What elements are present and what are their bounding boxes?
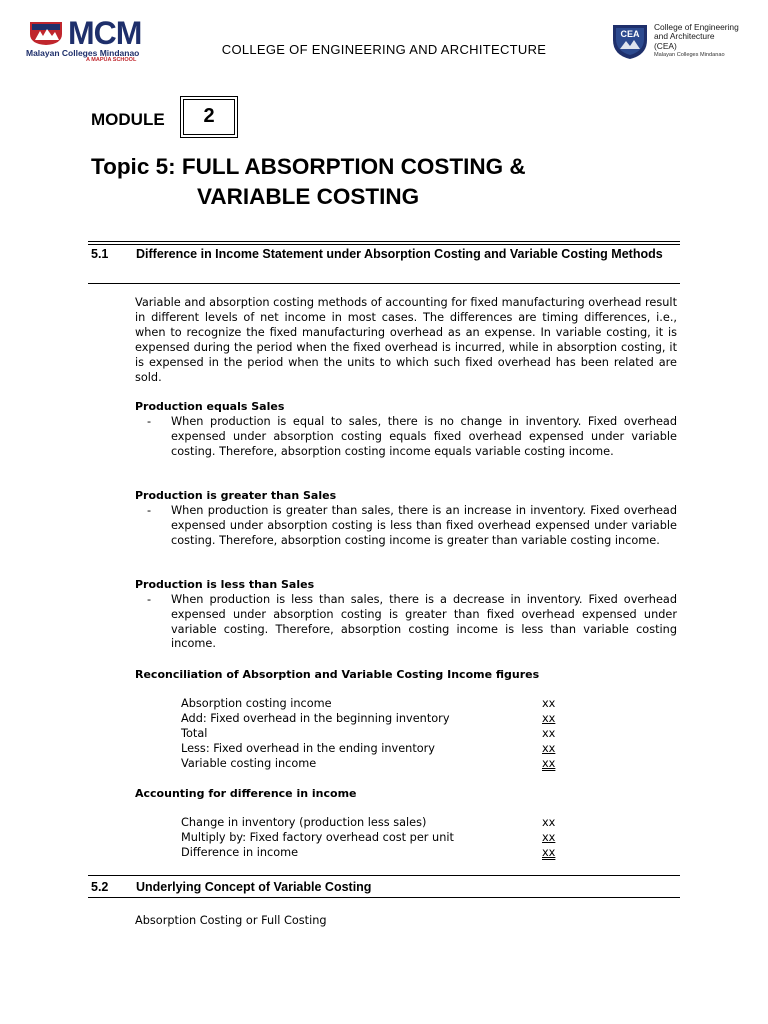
case-text-greater: When production is greater than sales, there is an increase in inventory. Fixed overhead expensed under absorption costing is less than fixed overhead expensed under variable costing. Therefore, absorption costing income is greater than variable costing income. — [171, 504, 677, 547]
section-5-2-title: Underlying Concept of Variable Costing — [136, 880, 372, 894]
topic-title-line-1: Topic 5: FULL ABSORPTION COSTING & — [91, 154, 526, 179]
cea-logo-text — [654, 23, 739, 59]
recon-row-value: xx — [542, 697, 556, 710]
cea-logo — [608, 22, 758, 66]
cea-line-4: Malayan Colleges Mindanao — [654, 52, 725, 59]
recon-row-value: xx — [542, 757, 556, 770]
mcm-wordmark: MCM — [68, 15, 142, 51]
recon-row-value: xx — [542, 742, 556, 755]
recon-row-label: Add: Fixed overhead in the beginning inventory — [181, 712, 450, 725]
mcm-tagline: A MAPÚA SCHOOL — [86, 57, 137, 63]
topic-title-line-2: VARIABLE COSTING — [197, 184, 420, 209]
section-5-1-top-rule — [88, 241, 680, 242]
case-heading-equal: Production equals Sales — [135, 400, 285, 413]
cea-badge-text: CEA — [620, 29, 640, 39]
section-5-1-number: 5.1 — [91, 247, 109, 261]
cea-line-2: and Architecture — [654, 31, 715, 42]
case-dash-equal: - — [147, 415, 152, 428]
recon-row-value: xx — [542, 727, 556, 740]
mcm-subtitle: Malayan Colleges Mindanao — [26, 48, 140, 58]
cea-line-1: College of Engineering — [654, 22, 739, 32]
recon-row-label: Absorption costing income — [181, 697, 332, 710]
case-dash-greater: - — [147, 504, 152, 517]
section-5-1-top-rule-2 — [88, 244, 680, 245]
recon-row-label: Variable costing income — [181, 757, 317, 770]
recon-row-label: Less: Fixed overhead in the ending inventory — [181, 742, 435, 755]
module-number: 2 — [203, 105, 215, 127]
cea-shield-icon — [610, 22, 650, 60]
section-5-2-bottom-rule — [88, 897, 680, 898]
difference-row-value: xx — [542, 831, 556, 844]
case-text-equal: When production is equal to sales, there is no change in inventory. Fixed overhead expensed under absorption costing equals fixed overhead expensed under variable costing. Therefore, absorption costing income equals variable costing income. — [171, 415, 677, 458]
section-5-1-title: Difference in Income Statement under Absorption Costing and Variable Costing Methods — [136, 247, 663, 261]
case-dash-less: - — [147, 593, 152, 606]
module-number-box — [180, 96, 238, 138]
difference-row-value: xx — [542, 846, 556, 859]
section-5-2-number: 5.2 — [91, 880, 109, 894]
section-5-2-subtext: Absorption Costing or Full Costing — [135, 914, 327, 927]
cea-line-3: (CEA) — [654, 40, 677, 51]
difference-row-label: Change in inventory (production less sales) — [181, 816, 427, 829]
section-5-1-bottom-rule — [88, 283, 680, 284]
difference-row-label: Multiply by: Fixed factory overhead cost per unit — [181, 831, 454, 844]
reconciliation-heading: Reconciliation of Absorption and Variable Costing Income figures — [135, 668, 540, 681]
recon-row-label: Total — [181, 727, 208, 740]
case-text-less: When production is less than sales, there is a decrease in inventory. Fixed overhead expensed under absorption costing is greater than fixed overhead expensed under variable costing. Therefore, absorption costing income is less than variable costing income. — [171, 593, 677, 651]
recon-row-value: xx — [542, 712, 556, 725]
section-5-2-top-rule — [88, 875, 680, 876]
module-label: MODULE — [91, 110, 165, 129]
case-heading-greater: Production is greater than Sales — [135, 489, 337, 502]
section-5-1-intro: Variable and absorption costing methods of accounting for fixed manufacturing overhead result in different levels of net income in most cases. The differences are timing differences, i.e., when to recognize the fixed manufacturing overhead as an expense. In variable costing, it is expensed during the period when the fixed overhead is incurred, while in absorption costing, it is expensed in the period when the units to which such fixed overhead has been related are sold. — [135, 296, 677, 385]
case-heading-less: Production is less than Sales — [135, 578, 315, 591]
college-title: COLLEGE OF ENGINEERING AND ARCHITECTURE — [221, 42, 547, 57]
difference-row-value: xx — [542, 816, 556, 829]
difference-row-label: Difference in income — [181, 846, 299, 859]
difference-heading: Accounting for difference in income — [135, 787, 357, 800]
